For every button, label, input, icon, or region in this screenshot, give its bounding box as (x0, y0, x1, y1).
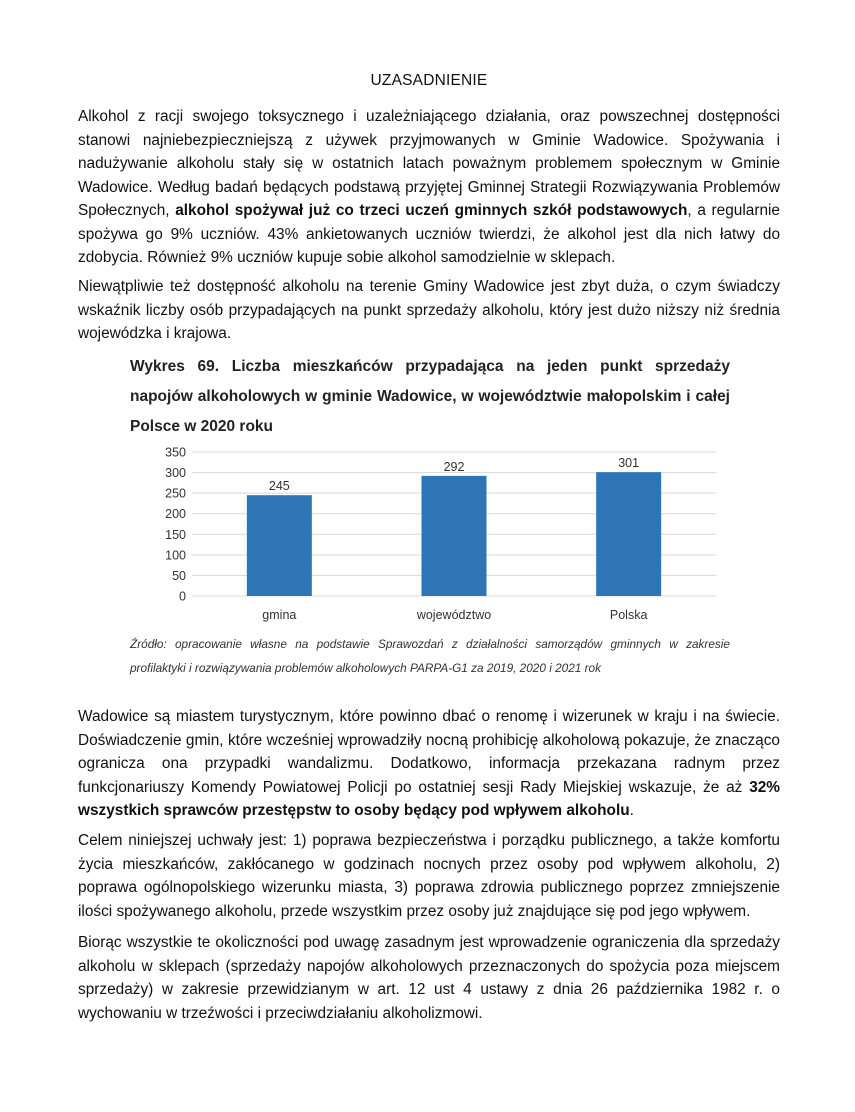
paragraph-3 (78, 705, 780, 823)
paragraph-1-text-a: Alkohol z racji swojego toksycznego i uzależniającego działania, oraz powszechnej dostępności stanowi najniebezpieczniejszą z używek przyjmowanych w Gminie Wadowice. Spożywania i nadużywanie alkoholu stały się w ostatnich latach poważnym problemem społecznym w Gminie Wadowice. Według badań będących podstawą przyjętej Gminnej Strategii Rozwiązywania Problemów Społecznych, (78, 108, 780, 219)
y-tick-label: 350 (165, 445, 186, 460)
bar-Polska (596, 472, 661, 596)
y-tick-label: 50 (172, 568, 186, 583)
chart-title: Wykres 69. Liczba mieszkańców przypadająca na jeden punkt sprzedaży napojów alkoholowych w gminie Wadowice, w województwie małopolskim i całej Polsce w 2020 roku (130, 358, 730, 435)
document-title: UZASADNIENIE (370, 72, 488, 89)
data-label: 301 (618, 456, 640, 471)
bar-województwo (422, 476, 487, 596)
y-tick-label: 300 (165, 466, 186, 481)
y-tick-label: 100 (165, 548, 186, 563)
paragraph-3-text-b: . (629, 802, 634, 819)
data-label: 292 (443, 459, 465, 474)
paragraph-3-bold: 32% wszystkich sprawców przestępstw to osoby będący pod wpływem alkoholu (78, 778, 780, 819)
paragraph-1-bold: alkohol spożywał już co trzeci uczeń gminnych szkół podstawowych (175, 202, 688, 219)
y-tick-label: 250 (165, 486, 186, 501)
paragraph-1-text-b: , a regularnie spożywa go 9% uczniów. 43% ankietowanych uczniów twierdzi, że alkohol jest dla nich łatwy do zdobycia. Również 9% uczniów kupuje sobie alkohol samodzielnie w sklepach. (78, 202, 780, 266)
y-tick-label: 150 (165, 527, 186, 542)
y-tick-label: 0 (179, 589, 186, 604)
paragraph-5: Biorąc wszystkie te okoliczności pod uwagę zasadnym jest wprowadzenie ograniczenia dla sprzedaży alkoholu w sklepach (sprzedaży napojów alkoholowych przeznaczonych do spożycia poza miejscem sprzedaży) w zakresie przewidzianym w art. 12 ust 4 ustawy z dnia 26 października 1982 r. o wychowaniu w trzeźwości i przeciwdziałaniu alkoholizmowi. (78, 934, 780, 1022)
paragraph-3-text-a: Wadowice są miastem turystycznym, które powinno dbać o renomę i wizerunek w kraju i na świecie. Doświadczenie gmin, które wcześniej wprowadziły nocną prohibicję alkoholową pokazuje, że znacząco ogranicza ona przypadki wandalizmu. Dodatkowo, informacja przekazana radnym przez funkcjonariuszy Komendy Powiatowej Policji po ostatniej sesji Rady Miejskiej wskazuje, że aż (78, 708, 780, 796)
x-tick-label: gmina (262, 608, 297, 622)
y-tick-label: 200 (165, 507, 186, 522)
x-tick-label: województwo (416, 608, 492, 622)
chart-source: Źródło: opracowanie własne na podstawie Sprawozdań z działalności samorządów gminnych w zakresie profilaktyki i rozwiązywania problemów alkoholowych PARPA-G1 za 2019, 2020 i 2021 rok (130, 637, 730, 675)
data-label: 245 (268, 479, 290, 494)
paragraph-1 (78, 105, 780, 270)
paragraph-4: Celem niniejszej uchwały jest: 1) poprawa bezpieczeństwa i porządku publicznego, a także komfortu życia mieszkańców, zakłócanego w godzinach nocnych przez osoby pod wpływem alkoholu, 2) poprawa ogólnopolskiego wizerunku miasta, 3) poprawa zdrowia publicznego poprzez zmniejszenie ilości spożywanego alkoholu, przede wszystkim przez osoby już znajdujące się pod jego wpływem. (78, 832, 780, 920)
bar-chart (130, 444, 730, 634)
x-tick-label: Polska (609, 608, 648, 622)
paragraph-2: Niewątpliwie też dostępność alkoholu na terenie Gminy Wadowice jest zbyt duża, o czym świadczy wskaźnik liczby osób przypadających na punkt sprzedaży alkoholu, który jest dużo niższy niż średnia wojewódzka i krajowa. (78, 278, 780, 342)
bar-gmina (247, 495, 312, 596)
